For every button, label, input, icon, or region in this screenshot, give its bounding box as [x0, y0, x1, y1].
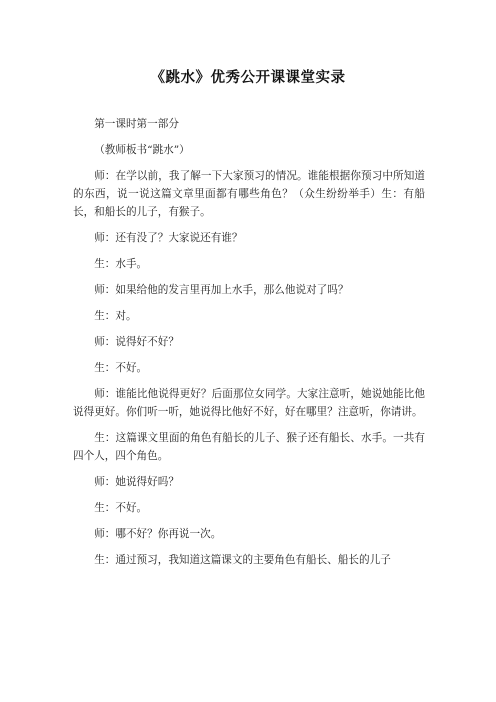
document-body — [73, 115, 425, 577]
paragraph: 师：说得好不好？ — [94, 336, 179, 348]
paragraph: 师：她说得好吗？ — [94, 476, 179, 488]
paragraph: 生：水手。 — [94, 258, 148, 270]
paragraph: 生：对。 — [94, 310, 137, 322]
paragraph: 第一课时第一部分 — [94, 118, 179, 130]
paragraph: 师：谁能比他说得更好？后面那位女同学。大家注意听，她说她能比他说得更好。你们听一听，她说得比他好不好，好在哪里？注意听，你请讲。 — [73, 388, 425, 418]
paragraph: 师：哪不好？你再说一次。 — [94, 528, 222, 540]
document-title: 《跳水》优秀公开课课堂实录 — [150, 69, 346, 86]
paragraph: 生：这篇课文里面的角色有船长的儿子、猴子还有船长、水手。一共有四个人，四个角色。 — [73, 432, 425, 462]
paragraph: 师：在学以前，我了解一下大家预习的情况。谁能根据你预习中所知道的东西，说一说这篇文章里面都有哪些角色？（众生纷纷举手）生：有船长，和船长的儿子，有猴子。 — [73, 170, 425, 218]
paragraph: 师：如果给他的发言里再加上水手，那么他说对了吗？ — [94, 284, 349, 296]
paragraph: 师：还有没了？大家说还有谁？ — [94, 232, 243, 244]
paragraph: （教师板书“跳水”） — [94, 144, 190, 156]
paragraph: 生：不好。 — [94, 502, 148, 514]
paragraph: 生：不好。 — [94, 362, 148, 374]
paragraph: 生：通过预习，我知道这篇课文的主要角色有船长、船长的儿子 — [94, 554, 391, 566]
